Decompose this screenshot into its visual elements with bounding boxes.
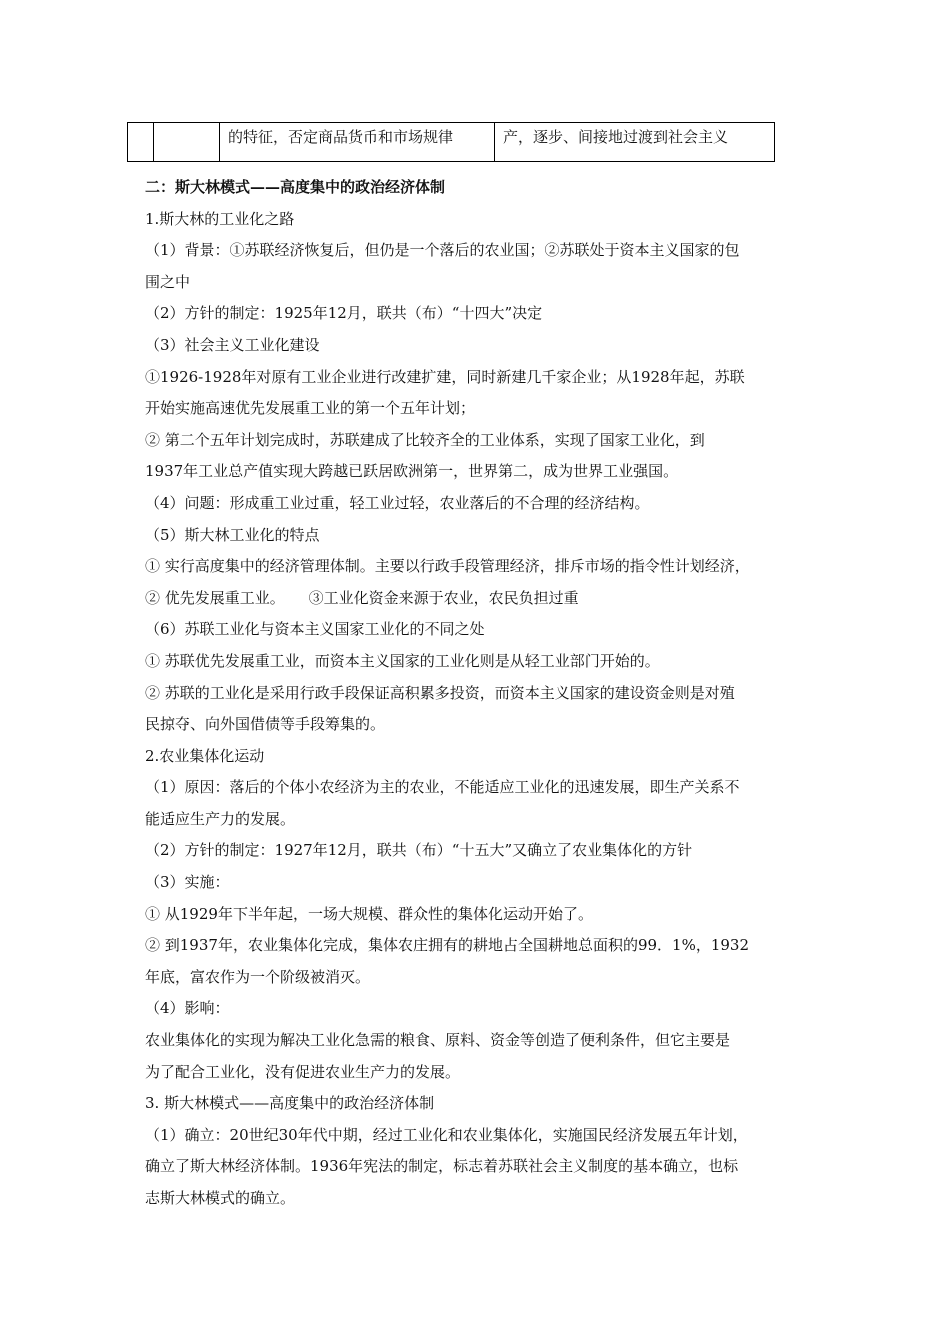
paragraph-line: （2）方针的制定：1927年12月，联共（布）“十五大”又确立了农业集体化的方针 [145, 841, 693, 860]
paragraph-line: （5）斯大林工业化的特点 [145, 525, 320, 544]
paragraph-line: （2）方针的制定：1925年12月，联共（布）“十四大”决定 [145, 304, 543, 323]
paragraph-line: （3）实施： [145, 873, 230, 892]
paragraph-line: 围之中 [145, 272, 191, 291]
paragraph-line: ① 实行高度集中的经济管理体制。主要以行政手段管理经济，排斥市场的指令性计划经济， [145, 557, 750, 576]
document-body [145, 172, 815, 1215]
paragraph-line: （4）影响： [145, 999, 230, 1018]
paragraph-line: （4）问题：形成重工业过重，轻工业过轻，农业落后的不合理的经济结构。 [145, 493, 650, 512]
paragraph-line: ① 苏联优先发展重工业，而资本主义国家的工业化则是从轻工业部门开始的。 [145, 651, 660, 670]
paragraph-line: （1）确立：20世纪30年代中期，经过工业化和农业集体化，实施国民经济发展五年计划， [145, 1125, 748, 1144]
subheading: 3. 斯大林模式——高度集中的政治经济体制 [145, 1094, 435, 1113]
section-heading: 二：斯大林模式——高度集中的政治经济体制 [145, 178, 446, 196]
paragraph-line: ① 从1929年下半年起，一场大规模、群众性的集体化运动开始了。 [145, 904, 593, 923]
paragraph-line: （6）苏联工业化与资本主义国家工业化的不同之处 [145, 620, 485, 639]
subheading: 2.农业集体化运动 [145, 746, 265, 765]
paragraph-line: 确立了斯大林经济体制。1936年宪法的制定，标志着苏联社会主义制度的基本确立，也标 [145, 1157, 739, 1176]
paragraph-line: 能适应生产力的发展。 [145, 809, 296, 828]
paragraph-line: ①1926-1928年对原有工业企业进行改建扩建，同时新建几千家企业；从1928年起，苏联 [145, 367, 745, 386]
paragraph-line: 年底，富农作为一个阶级被消灭。 [145, 967, 371, 986]
paragraph-line: ② 苏联的工业化是采用行政手段保证高积累多投资，而资本主义国家的建设资金则是对殖 [145, 683, 735, 702]
table-cell: 产，逐步、间接地过渡到社会主义 [495, 123, 775, 162]
paragraph-line: 志斯大林模式的确立。 [145, 1189, 296, 1207]
subheading: 1.斯大林的工业化之路 [145, 209, 295, 228]
table-cell [154, 123, 220, 162]
paragraph-line: 为了配合工业化，没有促进农业生产力的发展。 [145, 1062, 461, 1081]
paragraph-line: 1937年工业总产值实现大跨越已跃居欧洲第一，世界第二，成为世界工业强国。 [145, 462, 679, 481]
paragraph-line: 农业集体化的实现为解决工业化急需的粮食、原料、资金等创造了便利条件，但它主要是 [145, 1031, 731, 1050]
paragraph-line: （3）社会主义工业化建设 [145, 335, 320, 354]
table-cell [128, 123, 154, 162]
table-row [128, 123, 775, 162]
paragraph-line: ② 到1937年，农业集体化完成，集体农庄拥有的耕地占全国耕地总面积的99．1%，1932 [145, 936, 750, 955]
paragraph-line: 开始实施高速优先发展重工业的第一个五年计划； [145, 399, 476, 418]
paragraph-line: （1）背景：①苏联经济恢复后，但仍是一个落后的农业国；②苏联处于资本主义国家的包 [145, 241, 740, 260]
paragraph-line: 民掠夺、向外国借债等手段筹集的。 [145, 715, 386, 734]
table-cell: 的特征，否定商品货币和市场规律 [220, 123, 495, 162]
paragraph-line: ② 第二个五年计划完成时，苏联建成了比较齐全的工业体系，实现了国家工业化，到 [145, 430, 705, 449]
paragraph-line: （1）原因：落后的个体小农经济为主的农业，不能适应工业化的迅速发展，即生产关系不 [145, 778, 740, 797]
paragraph-line: ② 优先发展重工业。 ③工业化资金来源于农业，农民负担过重 [145, 588, 579, 607]
continuation-table [127, 122, 775, 162]
